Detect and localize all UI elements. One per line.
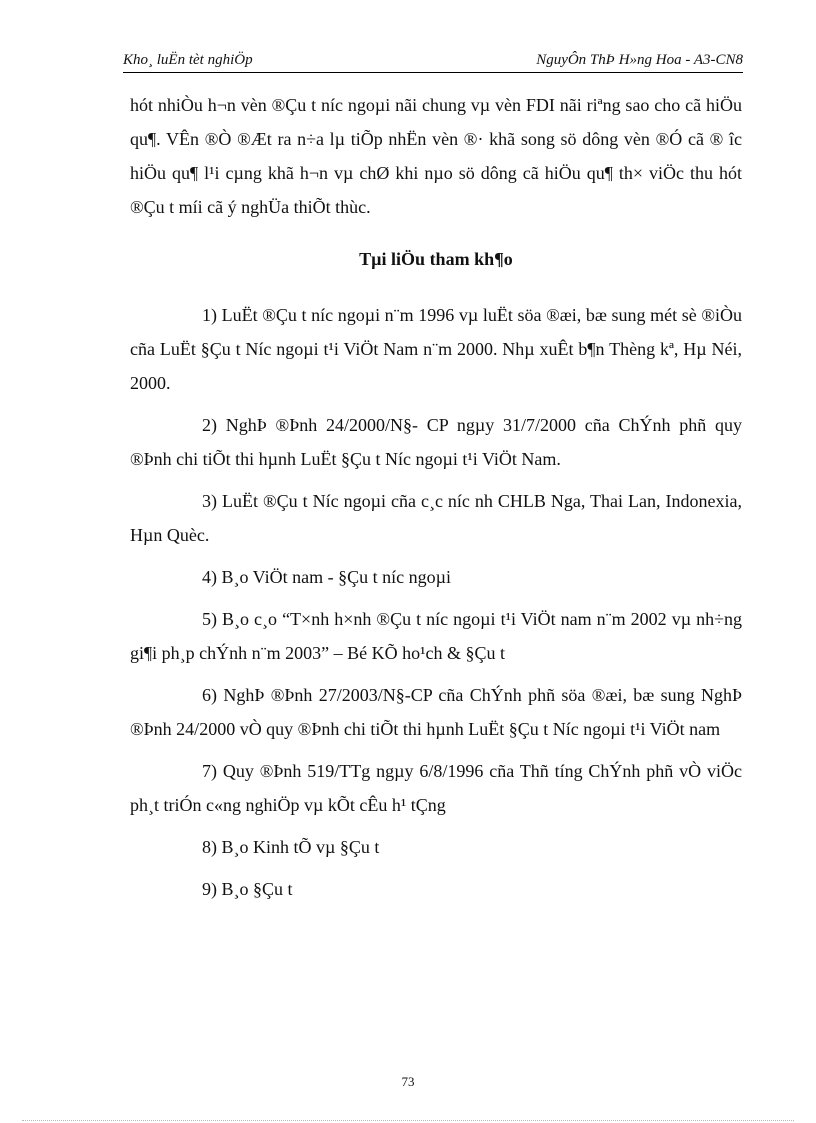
reference-item: 2) NghÞ ®Þnh 24/2000/N§- CP ngµy 31/7/2000 cña ChÝnh phñ quy ®Þnh chi tiÕt thi hµnh LuËt §Çu t Níc ngoµi t¹i ViÖt Nam. — [130, 415, 742, 469]
reference-item: 7) Quy ®Þnh 519/TTg ngµy 6/8/1996 cña Thñ tíng ChÝnh phñ vÒ viÖc ph¸t triÓn c«ng nghiÖp vµ kÕt cÊu h¹ tÇng — [130, 761, 742, 815]
header-author: NguyÔn ThÞ H»ng Hoa - A3-CN8 — [536, 52, 743, 68]
reference-item: 3) LuËt ®Çu t Níc ngoµi cña c¸c níc nh CHLB Nga, Thai Lan, Indonexia, Hµn Quèc. — [130, 491, 742, 545]
reference-item: 5) B¸o c¸o “T×nh h×nh ®Çu t níc ngoµi t¹i ViÖt nam n¨m 2002 vµ nh÷ng gi¶i ph¸p chÝnh n¨m 2003” – Bé KÕ ho¹ch & §Çu t — [130, 609, 742, 663]
reference-item: 4) B¸o ViÖt nam - §Çu t níc ngoµi — [202, 567, 451, 587]
references-heading: Tµi liÖu tham kh¶o — [359, 249, 513, 269]
reference-item: 9) B¸o §Çu t — [202, 879, 293, 899]
reference-item: 8) B¸o Kinh tÕ vµ §Çu t — [202, 837, 380, 857]
header-left-title: Kho¸ luËn tèt nghiÖp — [123, 52, 253, 68]
page-number: 73 — [401, 1074, 415, 1089]
intro-paragraph: hót nhiÒu h¬n vèn ®Çu t níc ngoµi nãi chung vµ vèn FDI nãi riªng sao cho cã hiÖu qu¶. VÊn ®Ò ®Æt ra n÷a lµ tiÕp nhËn vèn ®· khã song sö dông vèn ®Ó cã ® îc hiÖu qu¶ l¹i cµng khã h¬n vµ chØ khi nµo sö dông cã hiÖu qu¶ th× viÖc thu hót ®Çu t míi cã ý nghÜa thiÕt thùc. — [130, 95, 742, 217]
page-body — [130, 88, 742, 914]
page-bottom-divider — [22, 1120, 794, 1121]
reference-item: 6) NghÞ ®Þnh 27/2003/N§-CP cña ChÝnh phñ söa ®æi, bæ sung NghÞ ®Þnh 24/2000 vÒ quy ®Þnh chi tiÕt thi hµnh LuËt §Çu t Níc ngoµi t¹i ViÖt nam — [130, 685, 742, 739]
page-header — [123, 46, 743, 73]
reference-item: 1) LuËt ®Çu t níc ngoµi n¨m 1996 vµ luËt söa ®æi, bæ sung mét sè ®iÒu cña LuËt §Çu t Níc ngoµi t¹i ViÖt Nam n¨m 2000. Nhµ xuÊt b¶n Thèng kª, Hµ Néi, 2000. — [130, 305, 742, 393]
